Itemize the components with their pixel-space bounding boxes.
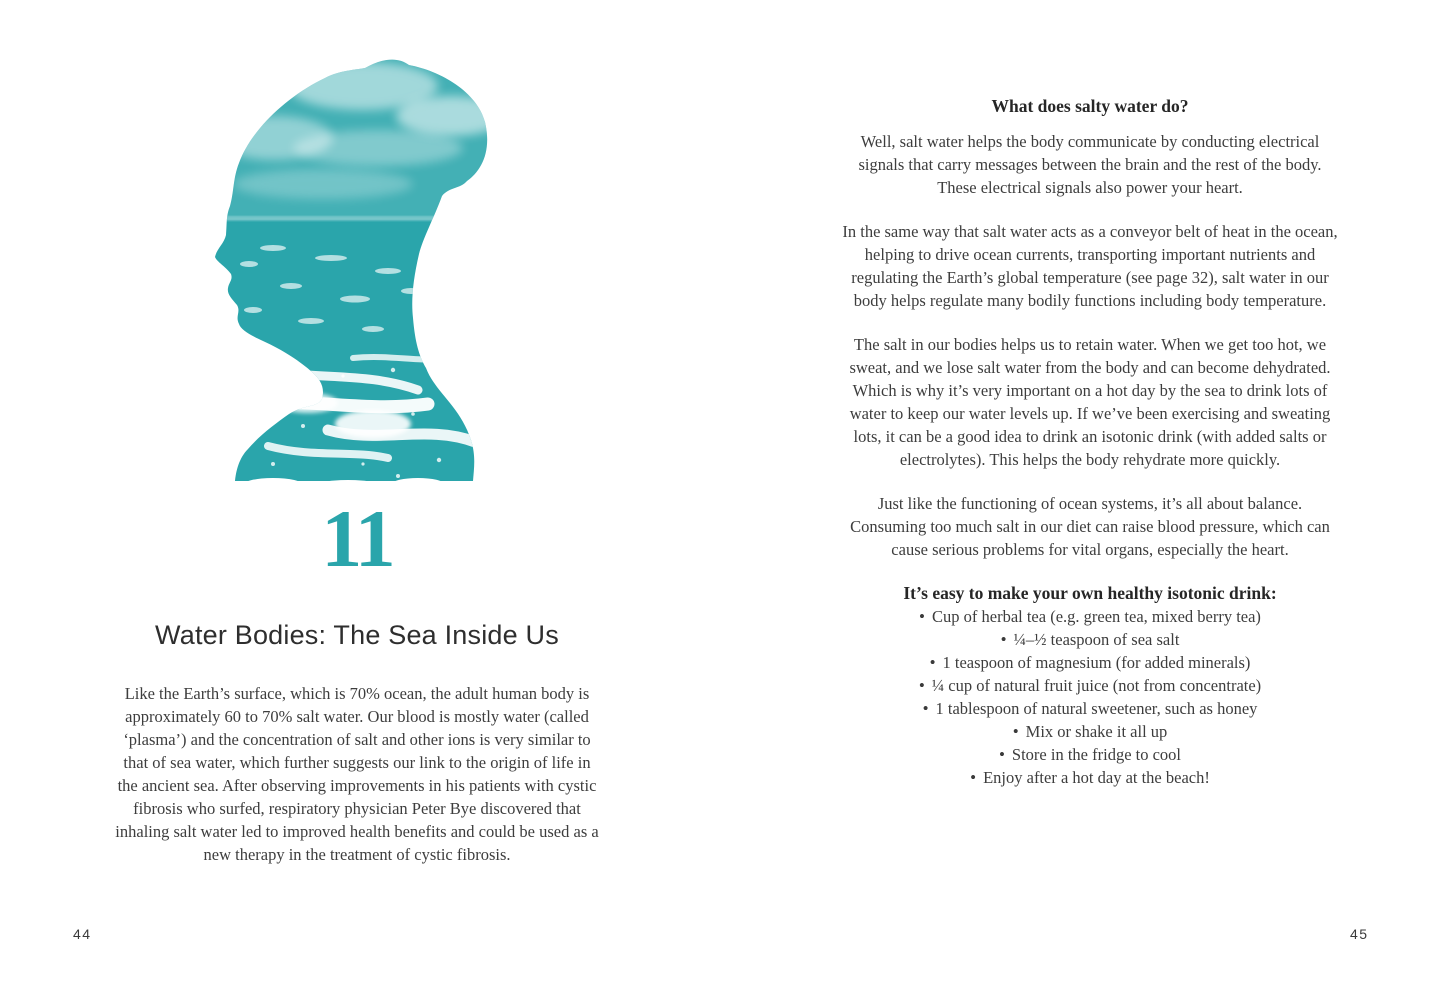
isotonic-drink-list: [840, 605, 1340, 789]
list-item: [840, 743, 1340, 766]
bullet-icon: [930, 651, 936, 674]
paragraph-salt-signals: Well, salt water helps the body communicate by conducting electrical signals that carry messages between the brain and the rest of the body. These electrical signals also power your heart.: [858, 132, 1322, 197]
watercolor-head-silhouette-illustration: [213, 58, 513, 513]
page-number-right: 45: [1350, 926, 1369, 942]
ocean-profile-silhouette-icon: [213, 58, 513, 513]
list-item-text: ¼ cup of natural fruit juice (not from concentrate): [931, 676, 1262, 695]
isotonic-drink-list-heading: It’s easy to make your own healthy isotonic drink:: [903, 583, 1277, 603]
list-item: [840, 674, 1340, 697]
list-item: [840, 628, 1340, 651]
bullet-icon: [970, 766, 976, 789]
list-item: [840, 605, 1340, 628]
bullet-icon: [919, 674, 925, 697]
bullet-icon: [999, 743, 1005, 766]
list-item-text: Store in the fridge to cool: [1011, 745, 1182, 764]
list-item-text: 1 teaspoon of magnesium (for added minerals): [942, 653, 1251, 672]
list-item-text: ¼–½ teaspoon of sea salt: [1013, 630, 1180, 649]
paragraph-retain-water: The salt in our bodies helps us to retain water. When we get too hot, we sweat, and we lose salt water from the body and can become dehydrated. Which is why it’s very important on a hot day by the sea to drink lots of water to keep our water levels up. If we’ve been exercising and sweating lots, it can be a good idea to drink an isotonic drink (with added salts or electrolytes). This helps the body rehydrate more quickly.: [849, 335, 1331, 469]
bullet-icon: [1001, 628, 1007, 651]
page-number-left: 44: [73, 926, 92, 942]
list-item-text: Mix or shake it all up: [1025, 722, 1168, 741]
paragraph-conveyor-belt: In the same way that salt water acts as a conveyor belt of heat in the ocean, helping to drive ocean currents, transporting important nutrients and regulating the Earth’s global temperature (see page 32), salt water in our body helps regulate many bodily functions including body temperature.: [842, 222, 1338, 310]
list-item-text: Enjoy after a hot day at the beach!: [983, 768, 1210, 787]
chapter-title: Water Bodies: The Sea Inside Us: [155, 620, 559, 650]
list-item-text: 1 tablespoon of natural sweetener, such as honey: [935, 699, 1258, 718]
paragraph-balance: Just like the functioning of ocean systems, it’s all about balance. Consuming too much salt in our diet can raise blood pressure, which can cause serious problems for vital organs, especially the heart.: [850, 494, 1330, 559]
list-item-text: Cup of herbal tea (e.g. green tea, mixed berry tea): [932, 607, 1261, 626]
list-item: [840, 697, 1340, 720]
bullet-icon: [1013, 720, 1019, 743]
chapter-intro-paragraph: Like the Earth’s surface, which is 70% ocean, the adult human body is approximately 60 to 70% salt water. Our blood is mostly water (called ‘plasma’) and the concentration of salt and other ions is very similar to that of sea water, which further suggests our link to the origin of life in the ancient sea. After observing improvements in his patients with cystic fibrosis who surfed, respiratory physician Peter Bye discovered that inhaling salt water led to improved health benefits and could be used as a new therapy in the treatment of cystic fibrosis.: [115, 684, 599, 864]
bullet-icon: [923, 697, 929, 720]
list-item: [840, 720, 1340, 743]
page-right: [840, 96, 1340, 789]
list-item: [840, 766, 1340, 789]
section-heading: What does salty water do?: [991, 96, 1189, 116]
list-item: [840, 651, 1340, 674]
chapter-number: 11: [321, 493, 393, 584]
bullet-icon: [919, 605, 925, 628]
